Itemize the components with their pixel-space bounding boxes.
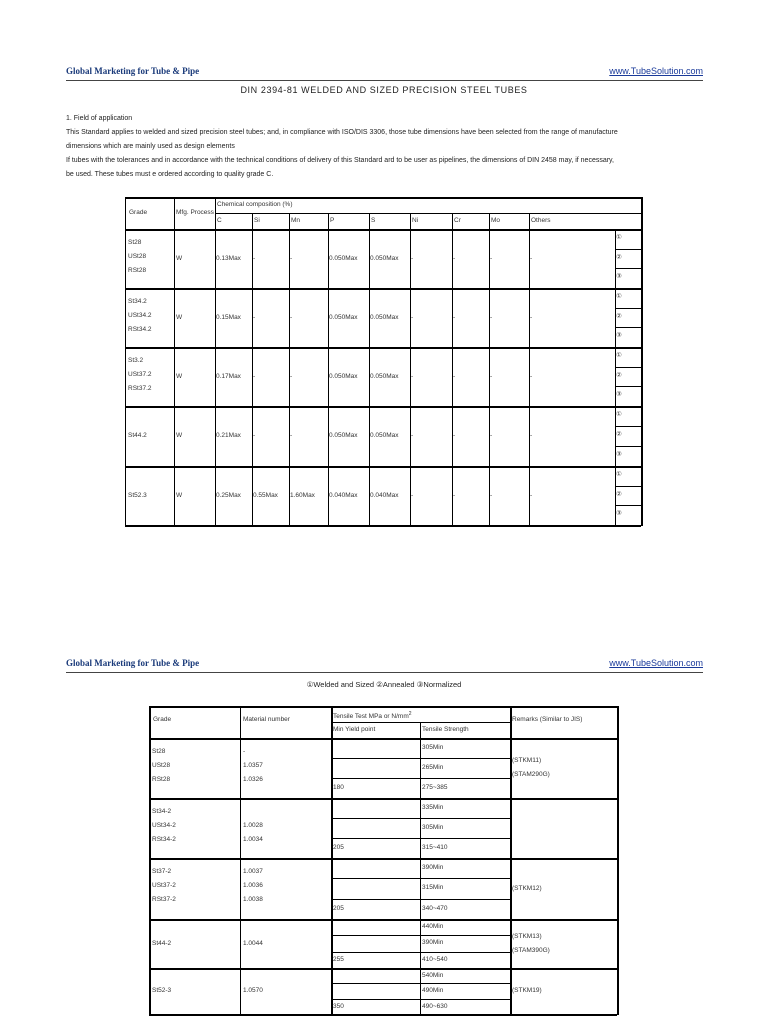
- condition-mark: ③: [616, 510, 622, 517]
- material-number: 1.0037: [243, 868, 263, 875]
- strength-value: 305Min: [422, 824, 444, 831]
- chem-value: -: [411, 432, 414, 439]
- grade-name: St34-2: [152, 808, 172, 815]
- material-number: 1.0034: [243, 836, 263, 843]
- remark-jis: (STKM19): [512, 987, 542, 994]
- section-line: dimensions which are mainly used as design elements: [66, 143, 235, 150]
- header-element: S: [371, 217, 376, 224]
- grade-name: St28: [128, 239, 142, 246]
- page-header-2: [66, 658, 703, 673]
- table-rule: [331, 778, 510, 779]
- chem-value: W: [176, 372, 183, 380]
- table-rule: [174, 197, 175, 526]
- header-element: Mo: [491, 217, 501, 224]
- table-rule: [240, 706, 241, 1015]
- chem-value: -: [490, 432, 493, 439]
- remark-jis: (STKM13): [512, 932, 542, 940]
- table-rule: [149, 968, 617, 970]
- table-rule: [615, 367, 641, 368]
- chem-value: -: [253, 254, 256, 262]
- grade-name: RSt37.2: [128, 385, 152, 392]
- chem-value: 0.25Max: [216, 491, 241, 499]
- yield-value: 180: [333, 784, 344, 791]
- table-rule: [331, 935, 510, 936]
- section-heading: 1. Field of application: [66, 115, 133, 122]
- yield-value: 255: [333, 956, 344, 963]
- chem-value: -: [253, 313, 256, 321]
- table-rule: [641, 197, 643, 526]
- strength-value: 315Min: [422, 884, 444, 891]
- chem-value: 1.60Max: [290, 491, 315, 499]
- chem-value: -: [253, 432, 256, 439]
- table-rule: [617, 706, 619, 1015]
- material-number: 1.0044: [243, 939, 263, 947]
- table-rule: [331, 952, 510, 953]
- material-number: 1.0357: [243, 762, 263, 769]
- table-rule: [615, 386, 641, 387]
- chem-value: -: [290, 372, 293, 380]
- header-element: Ni: [412, 217, 419, 224]
- strength-value: 335Min: [422, 804, 444, 811]
- strength-value: 440Min: [422, 923, 444, 930]
- header-element: Cr: [454, 217, 461, 224]
- strength-value: 490Min: [422, 987, 444, 994]
- table-rule: [615, 249, 641, 250]
- strength-value: 340~470: [422, 905, 448, 912]
- chem-value: W: [176, 313, 183, 321]
- table-rule: [149, 706, 151, 1015]
- remark-jis: (STAM290G): [512, 771, 550, 778]
- remark-jis: (STAM390G): [512, 946, 550, 954]
- chem-value: -: [490, 491, 493, 499]
- chem-value: -: [453, 313, 456, 321]
- table-rule: [125, 406, 641, 408]
- strength-value: 390Min: [422, 864, 444, 871]
- chem-value: -: [453, 254, 456, 262]
- condition-mark: ②: [616, 491, 622, 498]
- chem-value: 0.17Max: [216, 372, 241, 380]
- chem-value: -: [253, 372, 256, 380]
- strength-value: 275~385: [422, 784, 448, 791]
- chem-value: -: [530, 491, 533, 499]
- table-rule: [331, 999, 510, 1000]
- table-rule: [149, 706, 617, 708]
- condition-mark: ①: [616, 411, 622, 418]
- grade-name: RSt34.2: [128, 326, 152, 333]
- condition-mark: ③: [616, 332, 622, 339]
- table-rule: [331, 899, 510, 900]
- table-rule: [615, 446, 641, 447]
- chem-value: 0.050Max: [370, 313, 399, 321]
- table-rule: [149, 738, 617, 740]
- table-rule: [510, 706, 512, 1015]
- grade-name: RSt28: [152, 776, 171, 783]
- condition-mark: ①: [616, 293, 622, 300]
- grade-name: St3.2: [128, 357, 144, 364]
- header-element: Si: [254, 217, 260, 224]
- chem-value: -: [290, 432, 293, 439]
- table-rule: [149, 798, 617, 800]
- chem-value: -: [453, 491, 456, 499]
- material-number: 1.0326: [243, 776, 263, 783]
- yield-value: 205: [333, 905, 344, 912]
- condition-mark: ②: [616, 313, 622, 320]
- table-rule: [125, 525, 641, 527]
- table-rule: [149, 858, 617, 860]
- material-number: 1.0570: [243, 987, 263, 994]
- strength-value: 410~540: [422, 956, 448, 963]
- chem-value: 0.050Max: [329, 432, 358, 439]
- header-chemical-composition: Chemical composition (%): [217, 201, 293, 208]
- chem-value: -: [290, 254, 293, 262]
- material-number: 1.0036: [243, 882, 263, 889]
- heat-treatment-legend: ①Welded and Sized ②Annealed ③Normalized: [306, 680, 462, 689]
- condition-mark: ①: [616, 352, 622, 359]
- grade-name: USt34-2: [152, 822, 176, 829]
- grade-name: St34.2: [128, 298, 147, 305]
- header-tensile-test: Tensile Test MPa or $N/mm^2$: [333, 711, 412, 721]
- chem-value: -: [411, 491, 414, 499]
- header-remarks: Remarks (Similar to JIS): [512, 716, 583, 723]
- strength-value: 265Min: [422, 764, 444, 771]
- table-rule: [149, 919, 617, 921]
- chem-value: -: [453, 372, 456, 380]
- header-min-yield: Min Yield point: [333, 726, 376, 733]
- grade-name: RSt37-2: [152, 896, 176, 903]
- strength-value: 540Min: [422, 972, 444, 979]
- site-link[interactable]: www.TubeSolution.com: [609, 658, 703, 668]
- header-tensile-strength: Tensile Strength: [422, 726, 469, 733]
- chem-value: W: [176, 254, 183, 262]
- header-element: Others: [531, 217, 551, 224]
- table-rule: [615, 426, 641, 427]
- strength-value: 490~630: [422, 1003, 448, 1010]
- table-rule: [420, 722, 421, 1015]
- chem-value: -: [530, 432, 533, 439]
- chem-value: -: [530, 372, 533, 380]
- chem-value: 0.050Max: [370, 372, 399, 380]
- table-rule: [331, 758, 510, 759]
- chem-value: -: [530, 313, 533, 321]
- table-rule: [615, 505, 641, 506]
- chem-value: -: [530, 254, 533, 262]
- strength-value: 315~410: [422, 844, 448, 851]
- condition-mark: ③: [616, 273, 622, 280]
- chem-value: -: [490, 372, 493, 380]
- chem-value: 0.21Max: [216, 432, 241, 439]
- chem-value: W: [176, 432, 183, 439]
- grade-name: USt28: [128, 253, 147, 260]
- table-rule: [331, 838, 510, 839]
- chem-value: 0.040Max: [370, 491, 399, 499]
- chem-value: -: [490, 254, 493, 262]
- yield-value: 350: [333, 1003, 344, 1010]
- header-grade: Grade: [129, 209, 148, 216]
- remark-jis: (STKM12): [512, 884, 542, 892]
- chem-value: -: [290, 313, 293, 321]
- yield-value: 205: [333, 844, 344, 851]
- page-header: [66, 66, 703, 81]
- chem-value: W: [176, 491, 183, 499]
- table-rule: [331, 983, 510, 984]
- table-rule: [615, 327, 641, 328]
- table-rule: [125, 229, 641, 231]
- table-rule: [125, 197, 641, 199]
- grade-name: St37-2: [152, 868, 172, 875]
- table-rule: [215, 197, 216, 526]
- grade-name: St44-2: [152, 939, 172, 947]
- grade-name: RSt28: [128, 267, 147, 274]
- table-rule: [125, 288, 641, 290]
- grade-name: St28: [152, 748, 166, 755]
- chem-value: -: [411, 254, 414, 262]
- header-element: Mn: [291, 217, 301, 224]
- table-rule: [215, 213, 641, 214]
- chem-value: 0.050Max: [329, 372, 358, 380]
- table-rule: [615, 308, 641, 309]
- section-line: If tubes with the tolerances and in accordance with the technical conditions of delivery of this Standard ard to be user as pipelines, the dimensions of DIN 2458 may, if necessary,: [66, 157, 614, 164]
- header-mfg-process: Mfg. Process: [176, 209, 214, 216]
- grade-name: USt37-2: [152, 882, 176, 889]
- chem-value: 0.040Max: [329, 491, 358, 499]
- strength-value: 390Min: [422, 939, 444, 946]
- chem-value: 0.050Max: [370, 254, 399, 262]
- grade-name: St52.3: [128, 491, 147, 499]
- grade-name: USt34.2: [128, 312, 152, 319]
- table-rule: [615, 486, 641, 487]
- header-element: C: [217, 217, 222, 224]
- document-title: DIN 2394-81 WELDED AND SIZED PRECISION STEEL TUBES: [240, 85, 528, 95]
- chem-value: -: [411, 313, 414, 321]
- condition-mark: ②: [616, 431, 622, 438]
- section-line: be used. These tubes must e ordered according to quality grade C.: [66, 171, 274, 178]
- grade-name: St44.2: [128, 432, 147, 439]
- material-number: 1.0028: [243, 822, 263, 829]
- brand-title: Global Marketing for Tube & Pipe: [66, 66, 200, 76]
- chem-value: -: [453, 432, 456, 439]
- remark-jis: (STKM11): [512, 757, 542, 764]
- table-rule: [331, 706, 333, 1015]
- table-rule: [149, 1014, 617, 1016]
- brand-title: Global Marketing for Tube & Pipe: [66, 658, 200, 668]
- section-line: This Standard applies to welded and sized precision steel tubes; and, in compliance with ISO/DIS 3306, those tube dimensions have been selected from the range of manufacture: [66, 129, 618, 136]
- table-rule: [125, 466, 641, 468]
- chem-value: 0.55Max: [253, 491, 278, 499]
- table-rule: [615, 268, 641, 269]
- chem-value: 0.13Max: [216, 254, 241, 262]
- chem-value: -: [411, 372, 414, 380]
- condition-mark: ③: [616, 451, 622, 458]
- table-rule: [331, 818, 510, 819]
- material-number: -: [243, 748, 246, 755]
- grade-name: USt37.2: [128, 371, 152, 378]
- chem-value: 0.050Max: [370, 432, 399, 439]
- condition-mark: ②: [616, 372, 622, 379]
- condition-mark: ①: [616, 471, 622, 478]
- header-material-number: Material number: [243, 716, 290, 723]
- chem-value: 0.050Max: [329, 313, 358, 321]
- condition-mark: ③: [616, 391, 622, 398]
- table-rule: [331, 878, 510, 879]
- chem-value: -: [490, 313, 493, 321]
- condition-mark: ②: [616, 254, 622, 261]
- table-rule: [125, 347, 641, 349]
- chem-value: 0.15Max: [216, 313, 241, 321]
- header-grade: Grade: [153, 716, 172, 723]
- chem-value: 0.050Max: [329, 254, 358, 262]
- material-number: 1.0038: [243, 896, 263, 903]
- grade-name: USt28: [152, 762, 171, 769]
- grade-name: RSt34-2: [152, 836, 176, 843]
- table-rule: [125, 197, 126, 526]
- condition-mark: ①: [616, 234, 622, 241]
- unit-superscript: 2: [408, 711, 412, 717]
- grade-name: St52-3: [152, 987, 172, 994]
- site-link[interactable]: www.TubeSolution.com: [609, 66, 703, 76]
- strength-value: 305Min: [422, 744, 444, 751]
- header-element: P: [330, 217, 335, 224]
